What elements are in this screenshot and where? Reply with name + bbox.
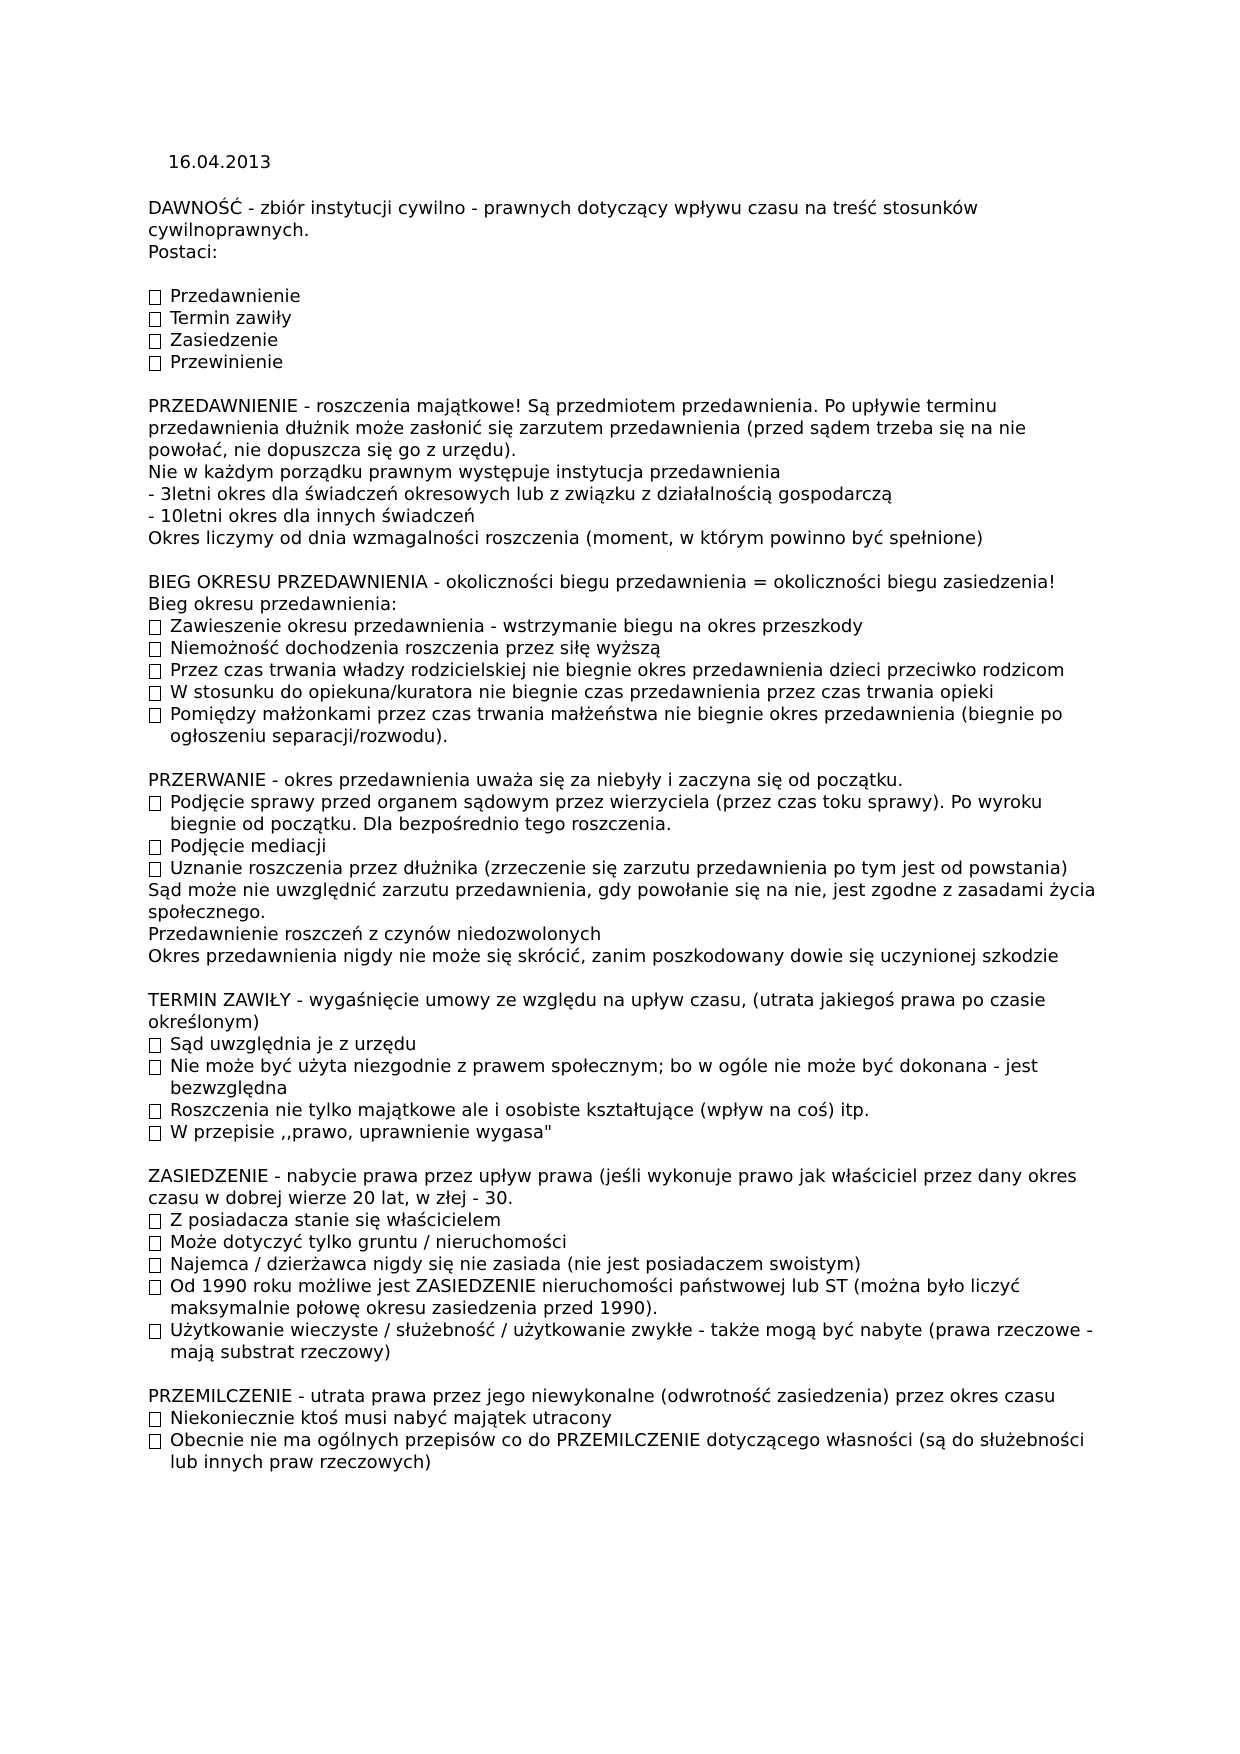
section-termin-zawily [148, 990, 1098, 1144]
section-line: Przedawnienie roszczeń z czynów niedozwolonych [148, 924, 602, 945]
section-line: Okres liczymy od dnia wzmagalności roszczenia (moment, w którym powinno być spełnione) [148, 528, 984, 549]
list-item [148, 858, 1098, 880]
missing-glyph-bullet-icon [149, 620, 161, 635]
list-item [148, 308, 1098, 330]
list-item [148, 704, 1098, 748]
section-line: - 10letni okres dla innych świadczeń [148, 506, 476, 527]
missing-glyph-bullet-icon [149, 334, 161, 349]
list-item-text: Nie może być użyta niezgodnie z prawem społecznym; bo w ogóle nie może być dokonana - jest bezwzględna [170, 1056, 1038, 1099]
section-dawnosc [148, 198, 1098, 264]
list-item-text: Pomiędzy małżonkami przez czas trwania małżeństwa nie biegnie okres przedawnienia (biegnie po ogłoszeniu separacji/rozwodu). [170, 704, 1063, 747]
section-line: Okres przedawnienia nigdy nie może się skrócić, zanim poszkodowany dowie się uczynionej szkodzie [148, 946, 1059, 967]
list-item [148, 1254, 1098, 1276]
list-item-text: Niemożność dochodzenia roszczenia przez siłę wyższą [170, 638, 661, 659]
missing-glyph-bullet-icon [149, 1214, 161, 1229]
missing-glyph-bullet-icon [149, 840, 161, 855]
list-item-text: Podjęcie mediacji [170, 836, 327, 857]
list-item [148, 1122, 1098, 1144]
section-przedawnienie [148, 396, 1098, 550]
missing-glyph-bullet-icon [149, 1324, 161, 1339]
missing-glyph-bullet-icon [149, 1434, 161, 1449]
list-item-text: Przedawnienie [170, 286, 301, 307]
list-item-text: Obecnie nie ma ogólnych przepisów co do PRZEMILCZENIE dotyczącego własności (są do służebności lub innych praw rzeczowych) [170, 1430, 1085, 1473]
list-item [148, 638, 1098, 660]
list-item-text: Termin zawiły [170, 308, 292, 329]
missing-glyph-bullet-icon [149, 1104, 161, 1119]
list-item-text: Niekoniecznie ktoś musi nabyć majątek utracony [170, 1408, 612, 1429]
list-item-text: W stosunku do opiekuna/kuratora nie biegnie czas przedawnienia przez czas trwania opieki [170, 682, 994, 703]
missing-glyph-bullet-icon [149, 312, 161, 327]
missing-glyph-bullet-icon [149, 1038, 161, 1053]
list-item-text: Roszczenia nie tylko majątkowe ale i osobiste kształtujące (wpływ na coś) itp. [170, 1100, 870, 1121]
missing-glyph-bullet-icon [149, 1412, 161, 1427]
document-date: 16.04.2013 [168, 152, 272, 173]
section-line: BIEG OKRESU PRZEDAWNIENIA - okoliczności biegu przedawnienia = okoliczności biegu zasiedzenia! [148, 572, 1056, 593]
missing-glyph-bullet-icon [149, 664, 161, 679]
missing-glyph-bullet-icon [149, 1126, 161, 1141]
section-line: ZASIEDZENIE - nabycie prawa przez upływ prawa (jeśli wykonuje prawo jak właściciel przez dany okres czasu w dobrej wierze 20 lat, w złej - 30. [148, 1166, 1077, 1209]
list-item [148, 682, 1098, 704]
section-line: PRZERWANIE - okres przedawnienia uważa się za niebyły i zaczyna się od początku. [148, 770, 904, 791]
missing-glyph-bullet-icon [149, 686, 161, 701]
list-item [148, 792, 1098, 836]
list-item-text: Użytkowanie wieczyste / służebność / użytkowanie zwykłe - także mogą być nabyte (prawa rzeczowe - mają substrat rzeczowy) [170, 1320, 1093, 1363]
list-item [148, 1232, 1098, 1254]
missing-glyph-bullet-icon [149, 356, 161, 371]
list-item [148, 286, 1098, 308]
list-item-text: Sąd uwzględnia je z urzędu [170, 1034, 417, 1055]
missing-glyph-bullet-icon [149, 1236, 161, 1251]
list-item-text: Podjęcie sprawy przed organem sądowym przez wierzyciela (przez czas toku sprawy). Po wyroku biegnie od początku. Dla bezpośrednio tego roszczenia. [170, 792, 1043, 835]
section-line: TERMIN ZAWIŁY - wygaśnięcie umowy ze względu na upływ czasu, (utrata jakiegoś prawa po czasie określonym) [148, 990, 1046, 1033]
list-item [148, 352, 1098, 374]
missing-glyph-bullet-icon [149, 708, 161, 723]
section-przerwanie [148, 770, 1098, 968]
list-item [148, 1210, 1098, 1232]
missing-glyph-bullet-icon [149, 1258, 161, 1273]
document-body [148, 198, 1098, 1496]
section-line: Nie w każdym porządku prawnym występuje instytucja przedawnienia [148, 462, 781, 483]
list-item [148, 1100, 1098, 1122]
list-item [148, 1056, 1098, 1100]
list-item-text: Zasiedzenie [170, 330, 279, 351]
list-item [148, 1320, 1098, 1364]
missing-glyph-bullet-icon [149, 796, 161, 811]
list-item [148, 1408, 1098, 1430]
missing-glyph-bullet-icon [149, 290, 161, 305]
section-line: Bieg okresu przedawnienia: [148, 594, 398, 615]
list-item-text: Przez czas trwania władzy rodzicielskiej nie biegnie okres przedawnienia dzieci przeciwko rodzicom [170, 660, 1065, 681]
list-item-text: Przewinienie [170, 352, 284, 373]
missing-glyph-bullet-icon [149, 862, 161, 877]
list-item [148, 1276, 1098, 1320]
list-item-text: Z posiadacza stanie się właścicielem [170, 1210, 502, 1231]
list-item [148, 1430, 1098, 1474]
list-item [148, 1034, 1098, 1056]
missing-glyph-bullet-icon [149, 642, 161, 657]
list-item-text: Najemca / dzierżawca nigdy się nie zasiada (nie jest posiadaczem swoistym) [170, 1254, 862, 1275]
list-item-text: Uznanie roszczenia przez dłużnika (zrzeczenie się zarzutu przedawnienia po tym jest od powstania) [170, 858, 1068, 879]
section-line: PRZEDAWNIENIE - roszczenia majątkowe! Są przedmiotem przedawnienia. Po upływie terminu przedawnienia dłużnik może zasłonić się zarzutem przedawnienia (przed sądem trzeba się na nie powołać, nie dopuszcza się go z urzędu). [148, 396, 1027, 461]
section-zasiedzenie [148, 1166, 1098, 1364]
missing-glyph-bullet-icon [149, 1280, 161, 1295]
section-bieg-okresu [148, 572, 1098, 748]
list-item [148, 836, 1098, 858]
missing-glyph-bullet-icon [149, 1060, 161, 1075]
list-item-text: Zawieszenie okresu przedawnienia - wstrzymanie biegu na okres przeszkody [170, 616, 863, 637]
section-przemilczenie [148, 1386, 1098, 1474]
list-item [148, 616, 1098, 638]
list-item [148, 660, 1098, 682]
section-line: Postaci: [148, 242, 218, 263]
section-line: Sąd może nie uwzględnić zarzutu przedawnienia, gdy powołanie się na nie, jest zgodne z zasadami życia społecznego. [148, 880, 1096, 923]
section-postaci-list [148, 286, 1098, 374]
section-line: DAWNOŚĆ - zbiór instytucji cywilno - prawnych dotyczący wpływu czasu na treść stosunków cywilnoprawnych. [148, 198, 979, 241]
list-item-text: Może dotyczyć tylko gruntu / nieruchomości [170, 1232, 567, 1253]
section-line: PRZEMILCZENIE - utrata prawa przez jego niewykonalne (odwrotność zasiedzenia) przez okres czasu [148, 1386, 1056, 1407]
section-line: - 3letni okres dla świadczeń okresowych lub z związku z działalnością gospodarczą [148, 484, 893, 505]
list-item [148, 330, 1098, 352]
list-item-text: Od 1990 roku możliwe jest ZASIEDZENIE nieruchomości państwowej lub ST (można było liczyć maksymalnie połowę okresu zasiedzenia przed 1990). [170, 1276, 1021, 1319]
list-item-text: W przepisie ,,prawo, uprawnienie wygasa" [170, 1122, 553, 1143]
